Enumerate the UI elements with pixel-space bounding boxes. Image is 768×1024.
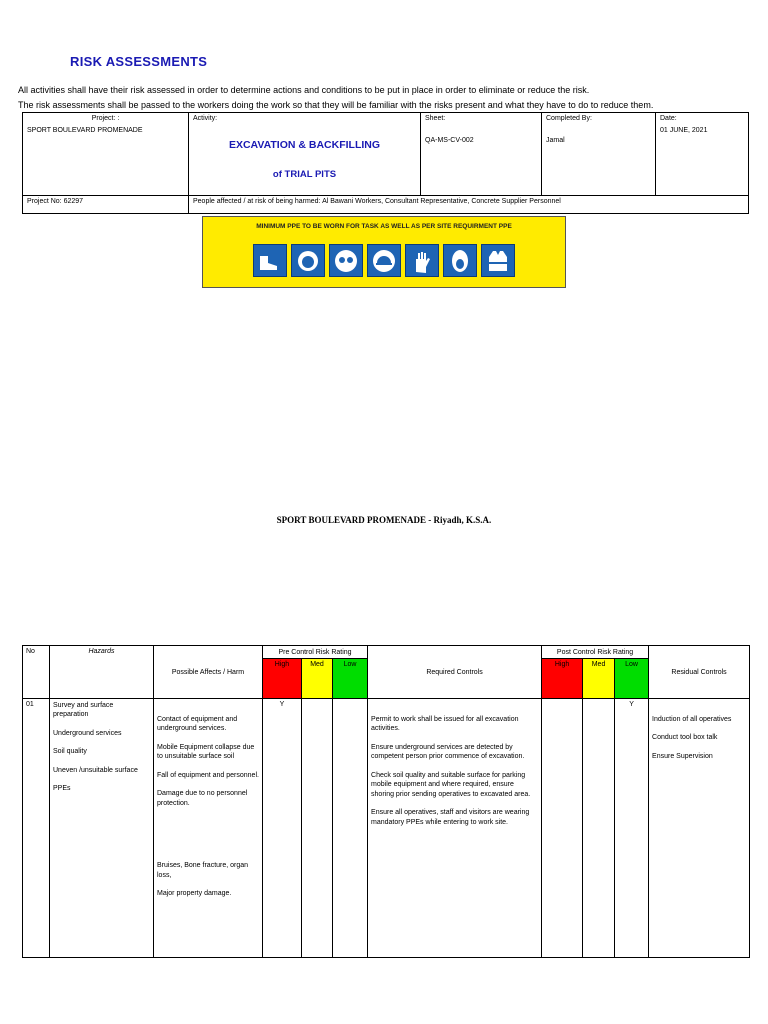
affect-item: Mobile Equipment collapse due to unsuitable surface soil <box>157 743 255 761</box>
ppe-icon-strip <box>253 244 515 276</box>
dust-mask-icon <box>443 244 477 277</box>
affect-item: Bruises, Bone fracture, organ loss, <box>157 862 249 879</box>
table-row <box>23 699 750 958</box>
row-no: 01 <box>23 699 50 958</box>
required-control-item: Permit to work shall be issued for all excavation activities. <box>371 716 519 733</box>
ppe-title: MINIMUM PPE TO BE WORN FOR TASK AS WELL AS PER SITE REQUIRMENT PPE <box>256 223 512 230</box>
hard-hat-icon <box>367 244 401 277</box>
post-low-header: Low <box>615 659 649 699</box>
intro-line-2: The risk assessments shall be passed to the workers doing the work so that they will be familiar with the risks present and what they have to do to reduce them. <box>18 100 654 110</box>
hazard-item: Uneven /unsuitable surface <box>53 766 138 774</box>
affects-cell <box>154 699 263 958</box>
residual-control-item: Induction of all operatives <box>652 716 732 723</box>
intro-line-1: All activities shall have their risk assessed in order to determine actions and conditions to be put in place in order to eliminate or reduce the risk. <box>18 85 590 95</box>
affect-item: Damage due to no personnel protection. <box>157 790 248 807</box>
pre-low-value <box>333 699 368 958</box>
date-label: Date: <box>660 115 677 122</box>
residual-control-item: Ensure Supervision <box>652 752 713 760</box>
activity-line-2: of TRIAL PITS <box>272 169 337 180</box>
hi-vis-vest-icon <box>481 244 515 277</box>
sheet-label: Sheet: <box>425 115 446 122</box>
post-low-value: Y <box>615 699 649 958</box>
project-no-cell: Project No: 62297 <box>23 196 189 214</box>
hazard-item: Underground services <box>53 729 122 737</box>
gloves-icon <box>405 244 439 277</box>
residual-control-item: Conduct tool box talk <box>652 734 718 742</box>
pre-low-header: Low <box>333 659 368 699</box>
affect-item: Fall of equipment and personnel. <box>157 771 259 779</box>
required-control-item: Ensure underground services are detected by competent person prior commence of excavation. <box>371 743 525 761</box>
sheet-cell <box>421 113 542 196</box>
page-title: RISK ASSESSMENTS <box>70 54 208 69</box>
pre-med-header: Med <box>302 659 333 699</box>
ppe-panel <box>202 216 566 288</box>
project-value: SPORT BOULEVARD PROMENADE <box>27 127 143 134</box>
affect-item: Major property damage. <box>157 889 232 897</box>
post-high-value <box>542 699 583 958</box>
risk-table <box>22 645 750 958</box>
activity-label: Activity: <box>193 115 218 122</box>
pre-high-header: High <box>263 659 302 699</box>
post-high-header: High <box>542 659 583 699</box>
project-location-footer: SPORT BOULEVARD PROMENADE - Riyadh, K.S.A. <box>276 515 492 525</box>
post-med-value <box>583 699 615 958</box>
sheet-value: QA-MS-CV-002 <box>425 137 474 144</box>
activity-cell <box>189 113 421 196</box>
col-no-header: No <box>23 646 50 699</box>
hazard-item: Survey and surface preparation <box>53 702 114 719</box>
required-control-item: Check soil quality and suitable surface for parking mobile equipment and where required, ensure shoring prior sending operatives to excavated area. <box>371 771 531 798</box>
post-med-header: Med <box>583 659 615 699</box>
project-cell <box>23 113 189 196</box>
col-pre-control-header: Pre Control Risk Rating <box>263 646 368 659</box>
safety-goggles-icon <box>329 244 363 277</box>
header-table <box>22 112 749 214</box>
safety-boots-icon <box>253 244 287 277</box>
people-affected-cell: People affected / at risk of being harmed: Al Bawani Workers, Consultant Representative, Concrete Supplier Personnel <box>189 196 749 214</box>
hearing-protection-icon <box>291 244 325 277</box>
completed-value: Jamal <box>546 137 565 144</box>
project-label: Project: : <box>91 115 120 122</box>
residual-controls-cell <box>649 699 750 958</box>
completed-cell <box>542 113 656 196</box>
col-residual-controls-header: Residual Controls <box>649 646 750 699</box>
pre-med-value <box>302 699 333 958</box>
hazard-item: PPEs <box>53 785 71 793</box>
required-control-item: Ensure all operatives, staff and visitors are wearing mandatory PPEs while entering to work site. <box>371 809 530 826</box>
date-cell <box>656 113 749 196</box>
completed-label: Completed By: <box>546 115 592 122</box>
activity-line-1: EXCAVATION & BACKFILLING <box>228 139 381 151</box>
hazards-cell <box>50 699 154 958</box>
col-hazards-header: Hazards <box>50 646 154 699</box>
col-post-control-header: Post Control Risk Rating <box>542 646 649 659</box>
required-controls-cell <box>368 699 542 958</box>
col-affects-header: Possible Affects / Harm <box>154 646 263 699</box>
col-required-controls-header: Required Controls <box>368 646 542 699</box>
date-value: 01 JUNE, 2021 <box>660 127 708 134</box>
affect-item: Contact of equipment and underground services. <box>157 716 238 733</box>
pre-high-value: Y <box>263 699 302 958</box>
hazard-item: Soil quality <box>53 748 87 756</box>
